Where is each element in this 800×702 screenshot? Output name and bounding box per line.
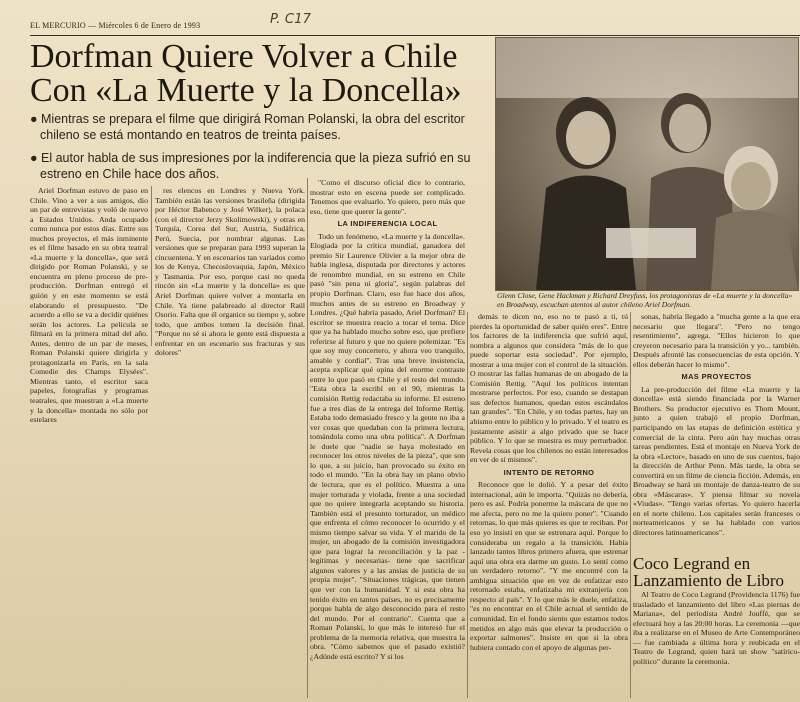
column-4 <box>470 312 628 698</box>
second-headline: Coco Legrand en Lanzamiento de Libro <box>633 554 785 590</box>
column-2-text: res elencos en Londres y Nueva York. También están las versiones brasileña (dirigida por Héctor Babenco y José Wilker), la polaca (con el director Jerzy Skolimowski), y otras en Turquía, Corea del Sur, Austria, Sudáfrica, Perú, Suecia, por nombrar algunas. Las versiones que se preparan para 1993 superan la cincuentena. Y en escenarios tan variados como los de Kenya, Checoslovaquia, Japón, México y Tasmania. Por eso, porque casi no queda rincón sin «La muerte y la doncella» es que Ariel Dorfman quiere volver a montarla en Chile. Ya tiene palabreado al director Raúl Osorio. Falta que él organice su tiempo y, sobre todo, que ambos tomen la decisión final. "Porque no sé si ahora le gente está dispuesta a enfrentar en un escenario sus fracturas y sus dolores" <box>155 186 305 358</box>
column-6-text: Al Teatro de Coco Legrand (Providencia 1176) fue trasladado el lanzamiento del libro «Las piernas de Mariana», del periodista André Jouffé, que se efectuará hoy a las 20:00 horas. La ceremonia —que iba a realizarse en el Museo de Arte Contemporáneo— fue cambiada a última hora y reubicada en el Teatro de Legrand, quien hará un show "satírico-político" durante la ceremonia. <box>633 590 800 666</box>
bullet-1: ● Mientras se prepara el filme que dirigirá Roman Polanski, la obra del escritor chileno se está montando en teatros de treinta países. <box>30 112 465 142</box>
column-3-text: Todo un fenómeno, «La muerte y la doncella». Elogiada por la crítica mundial, ganadora del premio Sir Laurence Olivier a la mejor obra de habla inglesa, disputada por directores y actores de renombre mundial, en su estreno en Chile pasó "sin pena ni gloria", según palabras del propio Dorfman. Claro, eso fue hace dos años, muchos antes de su estreno en Broadway y Londres. ¿Qué habría pasado, Ariel Dorfman? El escritor se muestra reacio a tocar el tema. Dice que ya ha hablado mucho sobre eso, que prefiere referirse al futuro y que no quiere polemizar. "Es que soy muy concertero, y ahora veo tranquilo, amable y cordial". Tras una breve insistencia, acepta explicar qué opina del enorme contraste entre lo que pasó en Chile y el resto del mundo. "Esta obra la escribí en el 90, mientras la comisión Rettig redactaba su informe. El estreno fue a tres días de la entrega del Informe Rettig. Estaba todo demasiado fresco y la gente no iba a ver cosas que quedaban con la primera lectura, tomándola como una obra política". A Dorfman le duele que "nadie se haya molestado en reconocer los otros niveles de la pieza", que son lo que, a su juicio, han provocado su éxito en todo el mundo. "En la obra hay un plano obvio de lectura, que es el político. Muestra a una mujer torturada y violada, frente a una sociedad que no quiere integrarla aceptando su historia. También está el presunto torturador, un médico que enfrenta el cómo reconocer lo ocurrido y el mismo tiempo salvar su vida. Y el marido de la mujer, un abogado de la comisión investigadora que para lograr la reconciliación y la paz -legítimas y necesarias- tiene que sacrificar algunos valores y a las ansias de justicia de su propia mujer". "Situaciones trágicas, que tienen que ver con la humanidad. Y si esta obra ha tenido éxito en tantos países, no es precisamente porque habla de algo desconocido para el resto del mundo. Por el contrario". Cuenta que a Roman Polanski, lo que más le interesó fue el problema de la memoria relativa, que muestra la obra. "Cómo sabemos que el pasado existió? ¿Adónde está escrito? Y si los <box>310 231 465 661</box>
bullet-2: ● El autor habla de sus impresiones por la indiferencia que la pieza sufrió en su estreno en Chile hace dos años. <box>30 151 471 181</box>
masthead-text: EL MERCURIO — Miércoles 6 de Enero de 1993 <box>30 21 201 30</box>
column-6 <box>633 590 800 698</box>
section-head-proyectos: MAS PROYECTOS <box>681 372 752 382</box>
column-rule <box>307 178 308 698</box>
masthead <box>30 12 800 36</box>
column-2 <box>155 186 305 358</box>
column-rule <box>630 312 631 698</box>
section-head-indiferencia: LA INDIFERENCIA LOCAL <box>337 219 438 229</box>
column-3 <box>310 178 465 698</box>
column-rule <box>151 186 152 346</box>
column-5-text-b: La pre-producción del filme «La muerte y la doncella» está siendo financiada por la Warner Brothers. Su productor ejecutivo es Thom Mount, junto a quien trabajó el propio Dorfman, participando en las etapas de definición estética y comercial de la cinta. Pero aún hay muchas otras tareas pendientes. Está el montaje en Nueva York de la obra «Lector», basado en uno de sus cuentos, bajo la dirección de Arthur Penn. Más tarde, la obra se convertirá en un filme de ciencia ficción. Además, en Broadway se hará un montaje de danza-teatro de su obra «Máscaras». Y piensa filmar su novela «Viudas». "Tengo varias ofertas. Yo quiero hacerla en el norte chileno. Los capitales serán franceses o norteamericanos y se ha hablado con varios directores latinoamericanos". <box>633 384 800 538</box>
column-4-text-b: Reconoce que le dolió. Y a pesar del éxito internacional, aún le importa. "Quizás no debería, pero es así. Podría ponerme la máscara de que no me afecta, pero no me la quiero poner". "Cuando retornas, lo que más quieres es que te reciban. Por eso yo insistí en que se estrenara aquí. Porque lo consideraba un regalo a la transición. Había lanzado tantos libros primero afuera, que estrenar aquí una obra era darme un gusto. Lo sentí como un verdadero retorno". "Y me encontré con la ambigua situación que en vez de enfatizar esto retornado estaba, enfatizaba mi extranjería con respecto al país". Y lo que más le duele, enfatiza, "es no encontrar en el Chile actual el sentido de comunidad. En el fondo siento que estamos todos metidos en algo más que elevar la producción o exportar salmones". Insiste en que si la obra hubiera contado con el apoyo de algunas per- <box>470 480 628 652</box>
column-5 <box>633 312 800 556</box>
column-rule <box>467 312 468 698</box>
photo-caption: Glenn Close, Gene Hackman y Richard Dreyfuss, los protagonistas de «La muerte y la doncella» en Broadway, escuchan atentos al autor chileno Ariel Dorfman. <box>497 291 793 309</box>
article-photo <box>495 37 799 291</box>
column-3-intro: "Como el discurso oficial dice lo contrario, mostrar esto en escena puede ser complicado. Tenemos que evaluarlo. Yo quiero, pero más que eso, tiene que querer la gente". <box>310 178 465 216</box>
handwritten-page-ref: P. C17 <box>270 12 312 27</box>
column-1-text: Ariel Dorfman estuvo de paso en Chile. Vino a ver a sus amigos, dio un par de entrevistas y voló de nuevo a Estados Unidos. Anda ocupado como nunca por estos días. Entre sus muchos proyectos, el más inminente es el filme basado en su obra teatral «La muerte y la doncella», que será dirigido por Roman Polanski, y se encuentra en pleno proceso de pre-producción. Dorfman entregó el guión y en este momento se está elaborando el presupuesto. "De acuerdo a ello se va a decidir quiénes serán los actores. La película se filmará en la primera mitad del año. Antes, dentro de un par de meses, Roman Polanski quiere dirigirla y protagonizarla en París, en la sala Comedie des Champs Elysées". Mientras tanto, el escritor saca papeles, fotografías y programas teatrales, que muestran a «La muerte y la doncella» montada no sólo por estelares <box>30 186 148 425</box>
headline: Dorfman Quiere Volver a Chile Con «La Muerte y la Doncella» <box>30 38 462 109</box>
column-4-text: demás te dicen no, eso no te pasó a ti, tú pierdes la oportunidad de saber quién eres". Entre los factores de la indiferencia que sufrió aquí, nombra a algunos que considera "más de lo que puede soportar esta sociedad". Por ejemplo, mostrar a una mujer con el control de la situación. O mostrar las fallas humanas de un abogado de la Comisión Rettig. "Aquí los políticos intentan mostrarse perfectos. Por eso, cuando se destapan sus defectos humanos, quedan estos escándalos tan grandes". "En Chile, y en todas partes, hay un abismo entre lo público y lo privado. Y el teatro es justamente asistir a algo privado que se hace público. Y lo que se muestra es muy perturbador. Revela cosas que los chilenos no están interesados en ver de sí mismos". <box>470 312 628 465</box>
section-head-retorno: INTENTO DE RETORNO <box>503 467 595 477</box>
column-1 <box>30 186 148 425</box>
column-5-text: sonas, habría llegado a "mucha gente a la que era necesario que llegara". "Pero no tengo resentimiento", agrega. "Ellos hicieron lo que creyeron necesario para la transición y yo... también. Después afronté las consecuencias de esta opción. Y ellos deberán hacer lo mismo". <box>633 312 800 369</box>
photo-figures <box>496 38 798 290</box>
